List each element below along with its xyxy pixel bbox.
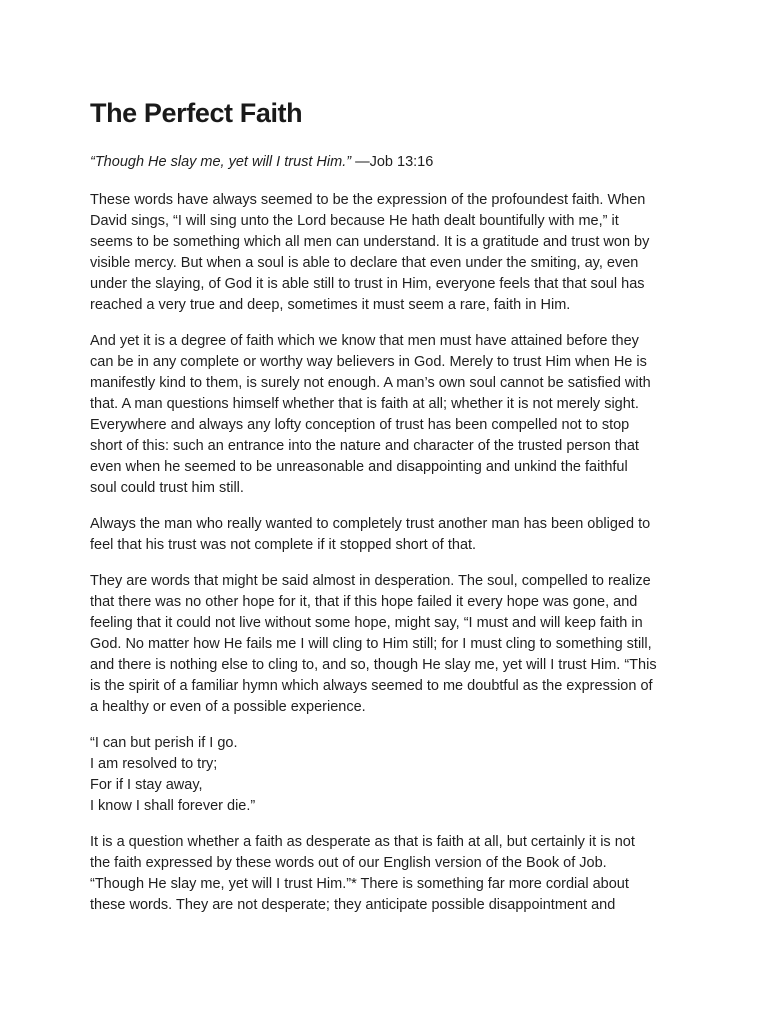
paragraph-3: Always the man who really wanted to completely trust another man has been obliged to feel that his trust was not complete if it stopped short of that.: [90, 516, 651, 553]
hymn-line: I am resolved to try;: [90, 756, 218, 772]
epigraph: [90, 152, 658, 173]
epigraph-citation: —Job 13:16: [351, 154, 434, 170]
paragraph-2: And yet it is a degree of faith which we know that men must have attained before they can be in any complete or worthy way believers in God. Merely to trust Him when He is manifestly kind to them, is surely not enough. A man’s own soul cannot be satisfied with that. A man questions himself whether that is faith at all; whether it is not merely sight. Everywhere and always any lofty conception of trust has been compelled not to stop short of this: such an entrance into the nature and character of the trusted person that even when he seemed to be unreasonable and disappointing and unkind the faithful soul could trust him still.: [90, 333, 651, 496]
paragraph-5: It is a question whether a faith as desperate as that is faith at all, but certainly it is not the faith expressed by these words out of our English version of the Book of Job. “Though He slay me, yet will I trust Him.”* There is something far more cordial about these words. They are not desperate; they anticipate possible disappointment and: [90, 834, 635, 913]
paragraph-1: These words have always seemed to be the expression of the profoundest faith. When David sings, “I will sing unto the Lord because He hath dealt bountifully with me,” it seems to be something which all men can understand. It is a gratitude and trust won by visible mercy. But when a soul is able to declare that even under the smiting, ay, even under the slaying, of God it is able still to trust in Him, everyone feels that that soul has reached a very true and deep, sometimes it must seem a rare, faith in Him.: [90, 192, 650, 313]
page-title: The Perfect Faith: [90, 98, 303, 128]
hymn-line: “I can but perish if I go.: [90, 735, 238, 751]
hymn-line: For if I stay away,: [90, 777, 203, 793]
hymn-quote: [90, 733, 658, 817]
hymn-line: I know I shall forever die.”: [90, 798, 256, 814]
paragraph-4: They are words that might be said almost in desperation. The soul, compelled to realize that there was no other hope for it, that if this hope failed it every hope was gone, and feeling that it could not live without some hope, might say, “I must and will keep faith in God. No matter how He fails me I will cling to Him still; for I must cling to something still, and there is nothing else to cling to, and so, though He slay me, yet will I trust Him. “This is the spirit of a familiar hymn which always seemed to me doubtful as the expression of a healthy or even of a possible experience.: [90, 573, 657, 715]
epigraph-quote: “Though He slay me, yet will I trust Him.”: [90, 154, 352, 170]
